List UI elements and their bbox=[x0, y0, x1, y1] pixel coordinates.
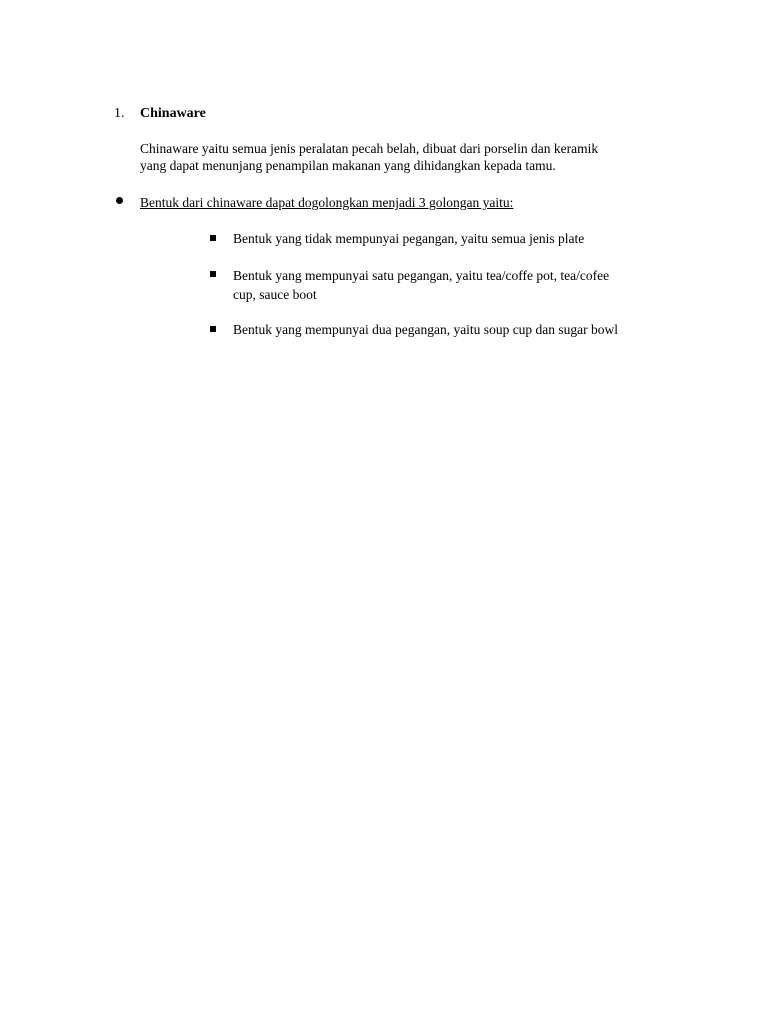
sub-item-3-line-1: Bentuk yang mempunyai dua pegangan, yaitu soup cup dan sugar bowl bbox=[233, 322, 619, 337]
sub-item-1-line-1: Bentuk yang tidak mempunyai pegangan, yaitu semua jenis plate bbox=[233, 231, 585, 246]
bullet-text: Bentuk dari chinaware dapat dogolongkan menjadi 3 golongan yaitu: bbox=[140, 195, 514, 210]
square-bullet-icon bbox=[210, 326, 216, 332]
paragraph-line-2: yang dapat menunjang penampilan makanan yang dihidangkan kepada tamu. bbox=[140, 158, 556, 173]
sub-item-2-line-1: Bentuk yang mempunyai satu pegangan, yaitu tea/coffe pot, tea/cofee bbox=[233, 268, 610, 283]
sub-item-2-line-2: cup, sauce boot bbox=[233, 287, 317, 302]
list-number: 1. bbox=[114, 106, 125, 121]
round-bullet-icon bbox=[116, 197, 123, 204]
square-bullet-icon bbox=[210, 235, 216, 241]
section-heading: Chinaware bbox=[140, 106, 206, 121]
square-bullet-icon bbox=[210, 271, 216, 277]
paragraph-line-1: Chinaware yaitu semua jenis peralatan pecah belah, dibuat dari porselin dan keramik bbox=[140, 141, 599, 156]
